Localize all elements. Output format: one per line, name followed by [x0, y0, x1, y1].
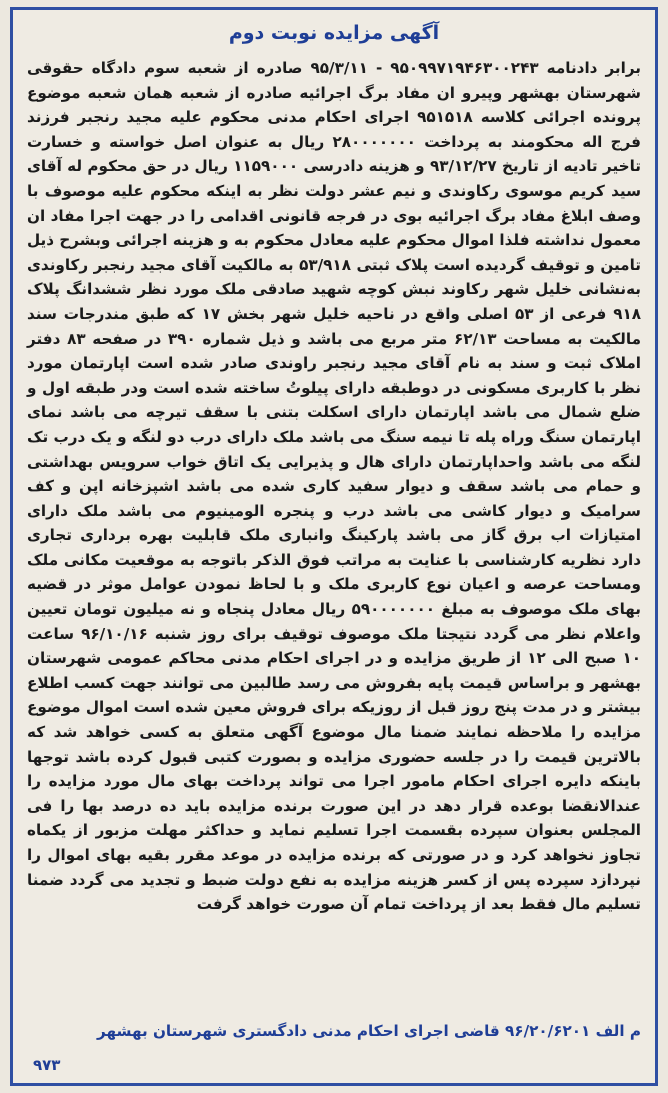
notice-body-text: برابر دادنامه ۹۵۰۹۹۷۱۹۴۶۳۰۰۲۴۳ - ۹۵/۳/۱۱ صادره از شعبه سوم دادگاه حقوقی شهرستان بهشهر وپیرو ان مفاد برگ اجرائیه صادره از شعبه همان شعبه موضوع پرونده اجرائی کلاسه ۹۵۱۵۱۸ اجرای احکام مدنی محکوم علیه مجید رنجبر فرزند فرج اله محکومند به پرداخت ۲۸۰۰۰۰۰۰۰ ریال به عنوان اصل خواسته و خسارت تاخیر تادیه از تاریخ ۹۳/۱۲/۲۷ و هزینه دادرسی ۱۱۵۹۰۰۰ ریال در حق محکوم له آقای سید کریم موسوی رکاوندی و نیم عشر دولت نظر به اینکه محکوم علیه موصوف با وصف ابلاغ مفاد برگ اجرائیه بوی در فرجه قانونی اقدامی را در جهت اجرا مفاد ان معمول نداشته فلذا اموال محکوم علیه معادل محکوم به و هزینه اجرائی وبشرح ذیل تامین و توقیف گردیده است پلاک ثبتی ۵۳/۹۱۸ به مالکیت آقای مجید رنجبر رکاوندی به‌نشانی خلیل شهر رکاوند نبش کوچه شهید صادقی ملک مورد نظر ششدانگ پلاک ۹۱۸ فرعی از ۵۳ اصلی واقع در ناحیه خلیل شهر بخش ۱۷ که طبق مندرجات سند مالکیت به مساحت ۶۲/۱۳ متر مربع می باشد و ذیل شماره ۳۹۰ در صفحه ۸۳ دفتر املاک ثبت و سند به نام آقای مجید رنجبر راوندی صادر شده است اپارتمان مورد نظر با کاربری مسکونی در دوطبقه دارای پیلوتُ ساخته شده است ودر طبقه اول و ضلع شمال می باشد اپارتمان دارای اسکلت بتنی با سقف تیرچه می باشد نمای اپارتمان سنگ وراه پله تا نیمه سنگ می باشد ملک دارای درب دو لنگه و یک درب تک لنگه می باشد واحداپارتمان دارای هال و پذیرایی یک اتاق خواب سرویس بهداشتی و حمام می باشد سقف و دیوار سفید کاری شده می باشد اشپزخانه اپن و کف سرامیک و دیوار کاشی می باشد درب و پنجره الومینیوم می باشد ملک دارای امتیازات اب برق گاز می باشد پارکینگ وانباری ملک قابلیت بهره برداری تجاری دارد نظریه کارشناسی با عنایت به مراتب فوق الذکر باتوجه به موقعیت مکانی ملک ومساحت عرصه و اعیان نوع کاربری ملک و با لحاظ نمودن عوامل موثر در قضیه بهای ملک موصوف به مبلغ ۵۹۰۰۰۰۰۰۰ ریال معادل پنجاه و نه میلیون تومان تعیین واعلام نظر می گردد نتیجتا ملک موصوف توقیف برای روز شنبه ۹۶/۱۰/۱۶ ساعت ۱۰ صبح الی ۱۲ از طریق مزایده و در اجرای احکام مدنی محاکم عمومی شهرستان بهشهر و براساس قیمت پایه بفروش می رسد طالبین می توانند جهت کسب اطلاع بیشتر و در مدت پنج روز قبل از روزیکه برای فروش معین شده است اموال موضوع مزایده را ملاحظه نمایند ضمنا مال موضوع آگهی متعلق به کسی خواهد شد که بالاترین قیمت را در جلسه حضوری مزایده و بصورت کتبی قبول کرده باشد توجها باینکه دایره اجرای احکام مامور اجرا می تواند پرداخت بهای مال مورد مزایده را عندالانقضا بوعده قرار دهد در این صورت برنده مزایده باید ده درصد بها را فی المجلس بعنوان سپرده بقسمت اجرا تسلیم نماید و حداکثر مهلت مزبور از یکماه تجاوز نخواهد کرد و در صورتی که برنده مزایده در موعد مقرر بقیه بهای اموال را نپردازد سپرده پس از کسر هزینه مزایده به نفع دولت ضبط و تجدید می گردد ضمنا تسلیم مال فقط بعد از پرداخت تمام آن صورت خواهد گرفت [27, 59, 641, 914]
notice-signature: م الف ۹۶/۲۰/۶۲۰۱ قاضی اجرای احکام مدنی دادگستری شهرستان بهشهر [97, 1022, 641, 1040]
notice-border-frame [10, 7, 658, 1086]
notice-code-number: ۹۷۳ [33, 1056, 61, 1074]
notice-title: آگهی مزایده نوبت دوم [228, 22, 440, 44]
